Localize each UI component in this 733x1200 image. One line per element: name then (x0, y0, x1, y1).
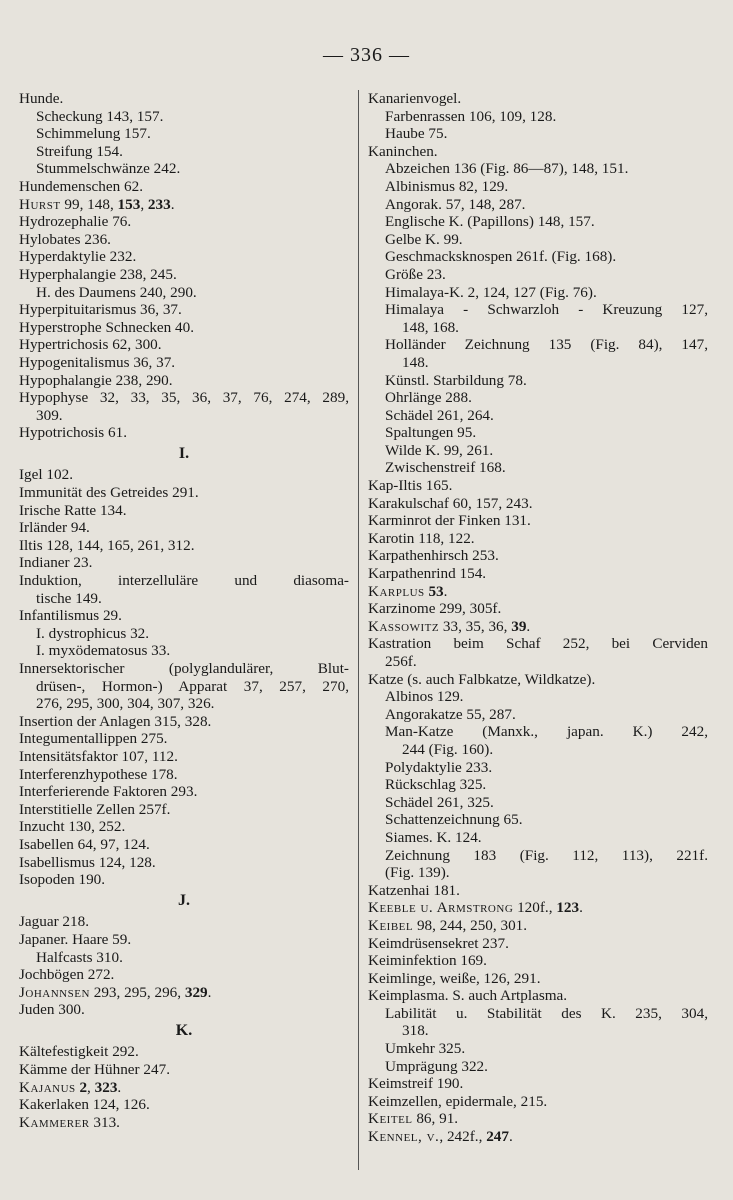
entry-text: Albinos 129. (385, 688, 464, 706)
entry-text: Karzinome 299, 305f. (368, 600, 502, 618)
index-entry (19, 407, 349, 425)
bold-page: 233 (147, 195, 171, 213)
index-entry (368, 1110, 708, 1128)
entry-text: Isopoden 190. (19, 871, 106, 889)
entry-text: Kaninchen. (368, 142, 438, 160)
entry-text: Kakerlaken 124, 126. (19, 1096, 150, 1114)
entry-text: . (443, 582, 448, 600)
index-entry (19, 660, 349, 678)
index-entry (368, 583, 708, 601)
index-entry (368, 917, 708, 935)
entry-text: Scheckung 143, 157. (36, 107, 164, 125)
index-entry (368, 160, 708, 178)
index-entry (19, 748, 349, 766)
author-name: Kammerer (19, 1113, 90, 1131)
index-entry (368, 794, 708, 812)
index-entry (19, 196, 349, 214)
entry-text: Schädel 261, 325. (385, 793, 494, 811)
index-entry (19, 1096, 349, 1114)
entry-text: Gelbe K. 99. (385, 230, 463, 248)
index-entry (368, 600, 708, 618)
index-entry (19, 178, 349, 196)
index-entry (368, 477, 708, 495)
author-name: Kajanus (19, 1078, 76, 1096)
entry-text: Polydaktylie 233. (385, 758, 493, 776)
section-letter (19, 442, 349, 467)
index-entry (368, 1075, 708, 1093)
entry-text: Katze (s. auch Falbkatze, Wildkatze). (368, 670, 596, 688)
index-entry (368, 108, 708, 126)
index-entry (19, 642, 349, 660)
author-name: Keeble u. Armstrong (368, 899, 514, 917)
entry-text: 318. (402, 1022, 429, 1040)
index-entry (19, 484, 349, 502)
index-entry (19, 372, 349, 390)
entry-text: Farbenrassen 106, 109, 128. (385, 107, 557, 125)
index-entry (368, 547, 708, 565)
entry-text: . (170, 195, 175, 213)
index-entry (19, 713, 349, 731)
index-entry (19, 730, 349, 748)
index-entry (368, 424, 708, 442)
entry-text: Innersektorischer (polyglandulärer, Blut- (19, 660, 349, 677)
entry-text: . (117, 1078, 122, 1096)
entry-text: Keimdrüsensekret 237. (368, 934, 509, 952)
entry-text: Holländer Zeichnung 135 (Fig. 84), 147, (385, 336, 708, 354)
entry-text: 148. (402, 353, 429, 371)
index-entry (19, 502, 349, 520)
entry-text: Keimplasma. S. auch Artplasma. (368, 987, 568, 1005)
index-entry (368, 811, 708, 829)
entry-text: Hypertrichosis 62, 300. (19, 336, 162, 354)
entry-text: Juden 300. (19, 1001, 85, 1019)
index-entry (368, 1128, 708, 1146)
index-entry (368, 530, 708, 548)
bold-page: 153 (117, 195, 141, 213)
entry-text: Japaner. Haare 59. (19, 930, 132, 948)
index-entry (19, 949, 349, 967)
index-entry (368, 618, 708, 636)
entry-text: 33, 35, 36, (439, 617, 512, 635)
index-entry (368, 284, 708, 302)
entry-text: Künstl. Starbildung 78. (385, 371, 527, 389)
entry-text: Hundemenschen 62. (19, 177, 143, 195)
author-name: Kassowitz (368, 617, 440, 635)
index-entry (368, 125, 708, 143)
index-entry (19, 871, 349, 889)
bold-page: 329 (184, 983, 208, 1001)
entry-text: Spaltungen 95. (385, 424, 477, 442)
index-entry (368, 213, 708, 231)
index-entry (19, 931, 349, 949)
index-entry (368, 354, 708, 372)
index-entry (368, 1022, 708, 1040)
index-entry (19, 1043, 349, 1061)
index-entry (368, 372, 708, 390)
bold-page: 323 (94, 1078, 118, 1096)
entry-text: , (87, 1078, 95, 1096)
entry-text: Interstitielle Zellen 257f. (19, 800, 171, 818)
entry-text: Labilität u. Stabilität des K. 235, 304, (385, 1004, 708, 1022)
entry-text: Karminrot der Finken 131. (368, 512, 531, 530)
entry-text: I. dystrophicus 32. (36, 624, 150, 642)
index-entry (368, 196, 708, 214)
entry-text: Karakulschaf 60, 157, 243. (368, 494, 533, 512)
entry-text: Igel 102. (19, 466, 73, 484)
entry-text: Himalaya - Schwarzloh - Kreuzung 127, (385, 301, 708, 319)
entry-text: Schädel 261, 264. (385, 406, 494, 424)
index-entry (19, 519, 349, 537)
index-entry (368, 512, 708, 530)
entry-text: Albinismus 82, 129. (385, 177, 509, 195)
index-entry (368, 1058, 708, 1076)
bold-page: 2 (79, 1078, 88, 1096)
index-entry (368, 1040, 708, 1058)
entry-text: Zeichnung 183 (Fig. 112, 113), 221f. (385, 846, 708, 864)
index-entry (368, 389, 708, 407)
index-entry (19, 913, 349, 931)
index-entry (368, 1005, 708, 1023)
index-entry (368, 231, 708, 249)
entry-text: Keimzellen, epidermale, 215. (368, 1092, 548, 1110)
entry-text: Hylobates 236. (19, 230, 111, 248)
index-entry (19, 854, 349, 872)
index-column-right (368, 90, 708, 1146)
entry-text: 99, 148, (60, 195, 118, 213)
index-entry (368, 1093, 708, 1111)
entry-text: tische 149. (36, 589, 102, 607)
index-entry (19, 108, 349, 126)
index-entry (368, 301, 708, 319)
index-entry (368, 987, 708, 1005)
entry-text: Kastration beim Schaf 252, bei Cerviden (368, 635, 708, 653)
entry-text: Halfcasts 310. (36, 948, 123, 966)
index-entry (368, 829, 708, 847)
entry-text: (Fig. 139). (385, 864, 450, 882)
entry-text: Keimlinge, weiße, 126, 291. (368, 969, 541, 987)
entry-text: J. (178, 891, 190, 909)
index-entry (19, 354, 349, 372)
index-entry (19, 160, 349, 178)
entry-text: Ohrlänge 288. (385, 389, 472, 407)
entry-text: Keimstreif 190. (368, 1075, 464, 1093)
entry-text: Hydrozephalie 76. (19, 213, 132, 231)
entry-text: Immunität des Getreides 291. (19, 484, 199, 502)
index-entry (368, 565, 708, 583)
index-entry (368, 935, 708, 953)
index-entry (368, 970, 708, 988)
entry-text: 276, 295, 300, 304, 307, 326. (36, 695, 215, 713)
index-entry (19, 1001, 349, 1019)
index-entry (19, 554, 349, 572)
index-entry (368, 706, 708, 724)
entry-text: 148, 168. (402, 318, 459, 336)
index-entry (19, 213, 349, 231)
entry-text: Abzeichen 136 (Fig. 86—87), 148, 151. (385, 160, 629, 178)
index-entry (19, 231, 349, 249)
index-entry (19, 818, 349, 836)
entry-text: Indianer 23. (19, 554, 93, 572)
index-entry (368, 671, 708, 689)
entry-text: Schimmelung 157. (36, 125, 151, 143)
entry-text: Größe 23. (385, 265, 446, 283)
entry-text: . (508, 1128, 513, 1146)
index-entry (19, 424, 349, 442)
entry-text: 98, 244, 250, 301. (413, 916, 528, 934)
entry-text: Kältefestigkeit 292. (19, 1043, 139, 1061)
index-entry (368, 776, 708, 794)
entry-text: Iltis 128, 144, 165, 261, 312. (19, 536, 195, 554)
entry-text: Haube 75. (385, 125, 448, 143)
entry-text: 293, 295, 296, (89, 983, 185, 1001)
entry-text: Induktion, interzelluläre und diasoma- (19, 572, 349, 590)
entry-text: Kanarienvogel. (368, 90, 462, 107)
index-entry (368, 899, 708, 917)
index-entry (19, 1061, 349, 1079)
entry-text: Irische Ratte 134. (19, 501, 127, 519)
index-entry (368, 248, 708, 266)
entry-text: H. des Daumens 240, 290. (36, 283, 197, 301)
index-entry (19, 783, 349, 801)
index-entry (368, 266, 708, 284)
entry-text: . (526, 617, 531, 635)
bold-page: 247 (486, 1128, 509, 1146)
index-entry (368, 442, 708, 460)
entry-text: Karotin 118, 122. (368, 529, 475, 547)
entry-text: Englische K. (Papillons) 148, 157. (385, 213, 595, 231)
entry-text: Jaguar 218. (19, 913, 90, 931)
entry-text: Integumentallippen 275. (19, 730, 168, 748)
index-entry (19, 695, 349, 713)
index-entry (19, 766, 349, 784)
index-entry (368, 319, 708, 337)
index-entry (19, 625, 349, 643)
entry-text: Hunde. (19, 90, 64, 107)
entry-text: Hypogenitalismus 36, 37. (19, 353, 176, 371)
index-entry (19, 678, 349, 696)
entry-text: drüsen-, Hormon-) Apparat 37, 257, 270, (36, 677, 349, 695)
author-name: Hurst (19, 195, 61, 213)
index-entry (19, 301, 349, 319)
index-entry (19, 984, 349, 1002)
entry-text: Inzucht 130, 252. (19, 818, 126, 836)
index-entry (19, 836, 349, 854)
entry-text: Kap-Iltis 165. (368, 477, 453, 495)
index-entry (19, 966, 349, 984)
entry-text: Schattenzeichnung 65. (385, 811, 523, 829)
entry-text: Irländer 94. (19, 519, 90, 537)
author-name: Karplus (368, 582, 425, 600)
entry-text: 313. (89, 1113, 120, 1131)
entry-text: Angorakatze 55, 287. (385, 705, 516, 723)
author-name: Johannsen (19, 983, 90, 1001)
index-entry (368, 759, 708, 777)
entry-text: Keiminfektion 169. (368, 952, 487, 970)
index-entry (19, 607, 349, 625)
entry-text: 244 (Fig. 160). (402, 740, 494, 758)
entry-text: , 242f., (439, 1128, 487, 1146)
entry-text: Infantilismus 29. (19, 607, 122, 625)
column-divider (358, 90, 359, 1170)
entry-text: . (207, 983, 212, 1001)
index-entry (19, 1079, 349, 1097)
index-entry (368, 864, 708, 882)
entry-text: Hyperphalangie 238, 245. (19, 265, 177, 283)
index-entry (368, 495, 708, 513)
index-entry (368, 741, 708, 759)
entry-text: Interferierende Faktoren 293. (19, 783, 198, 801)
index-entry (368, 336, 708, 354)
entry-text: Katzenhai 181. (368, 881, 460, 899)
entry-text: I. (178, 444, 190, 462)
entry-text: 256f. (385, 653, 417, 670)
index-entry (19, 1114, 349, 1132)
entry-text: Intensitätsfaktor 107, 112. (19, 747, 178, 765)
entry-text: Wilde K. 99, 261. (385, 441, 494, 459)
entry-text: Hyperdaktylie 232. (19, 248, 137, 266)
index-entry (19, 466, 349, 484)
entry-text: Hypophyse 32, 33, 35, 36, 37, 76, 274, 289, (19, 389, 349, 407)
index-entry (19, 389, 349, 407)
index-entry (19, 284, 349, 302)
entry-text: Umkehr 325. (385, 1040, 466, 1058)
author-name: Keibel (368, 916, 414, 934)
entry-text: , (140, 195, 148, 213)
index-entry (368, 178, 708, 196)
bold-page: 123 (556, 899, 580, 917)
index-entry (19, 125, 349, 143)
index-entry (19, 336, 349, 354)
index-entry (368, 952, 708, 970)
entry-text: Hypotrichosis 61. (19, 424, 127, 442)
entry-text: Insertion der Anlagen 315, 328. (19, 712, 212, 730)
index-entry (368, 407, 708, 425)
index-entry (19, 572, 349, 590)
entry-text: Angorak. 57, 148, 287. (385, 195, 526, 213)
entry-text: Karpathenhirsch 253. (368, 547, 499, 565)
entry-text: Stummelschwänze 242. (36, 160, 181, 178)
entry-text: Geschmacksknospen 261f. (Fig. 168). (385, 248, 617, 266)
index-entry (368, 688, 708, 706)
entry-text: I. myxödematosus 33. (36, 642, 171, 660)
entry-text: Isabellen 64, 97, 124. (19, 835, 150, 853)
bold-page: 53 (428, 582, 444, 600)
index-entry (19, 801, 349, 819)
entry-text: Hyperstrophe Schnecken 40. (19, 318, 195, 336)
index-entry (368, 882, 708, 900)
bold-page: 39 (511, 617, 527, 635)
entry-text: Jochbögen 272. (19, 966, 115, 984)
section-letter (19, 889, 349, 914)
entry-text: Man-Katze (Manxk., japan. K.) 242, (385, 723, 708, 741)
index-entry (368, 90, 708, 108)
index-entry (19, 266, 349, 284)
entry-text: K. (175, 1021, 193, 1039)
index-entry (368, 847, 708, 865)
entry-text: Kämme der Hühner 247. (19, 1061, 170, 1079)
entry-text: 86, 91. (412, 1110, 459, 1128)
entry-text: 309. (36, 406, 63, 424)
entry-text: . (579, 899, 583, 917)
entry-text: Karpathenrind 154. (368, 565, 487, 583)
section-letter (19, 1019, 349, 1044)
index-entry (19, 590, 349, 608)
index-entry (368, 723, 708, 741)
index-entry (19, 537, 349, 555)
index-entry (19, 248, 349, 266)
index-entry (19, 90, 349, 108)
entry-text: Streifung 154. (36, 142, 123, 160)
entry-text: Himalaya-K. 2, 124, 127 (Fig. 76). (385, 283, 597, 301)
entry-text: Interferenzhypothese 178. (19, 765, 178, 783)
entry-text: 120f., (513, 899, 557, 917)
index-entry (368, 459, 708, 477)
entry-text: Hyperpituitarismus 36, 37. (19, 301, 182, 319)
entry-text: Siames. K. 124. (385, 828, 482, 846)
entry-text: Zwischenstreif 168. (385, 459, 506, 477)
index-entry (19, 319, 349, 337)
index-entry (368, 143, 708, 161)
index-column-left (19, 90, 349, 1131)
index-entry (368, 653, 708, 671)
author-name: Kennel, v. (368, 1128, 440, 1146)
page-number: — 336 — (323, 44, 410, 66)
index-entry (19, 143, 349, 161)
entry-text: Rückschlag 325. (385, 776, 487, 794)
entry-text: Isabellismus 124, 128. (19, 853, 156, 871)
author-name: Keitel (368, 1110, 413, 1128)
entry-text: Hypophalangie 238, 290. (19, 371, 173, 389)
entry-text: Umprägung 322. (385, 1057, 488, 1075)
index-entry (368, 635, 708, 653)
